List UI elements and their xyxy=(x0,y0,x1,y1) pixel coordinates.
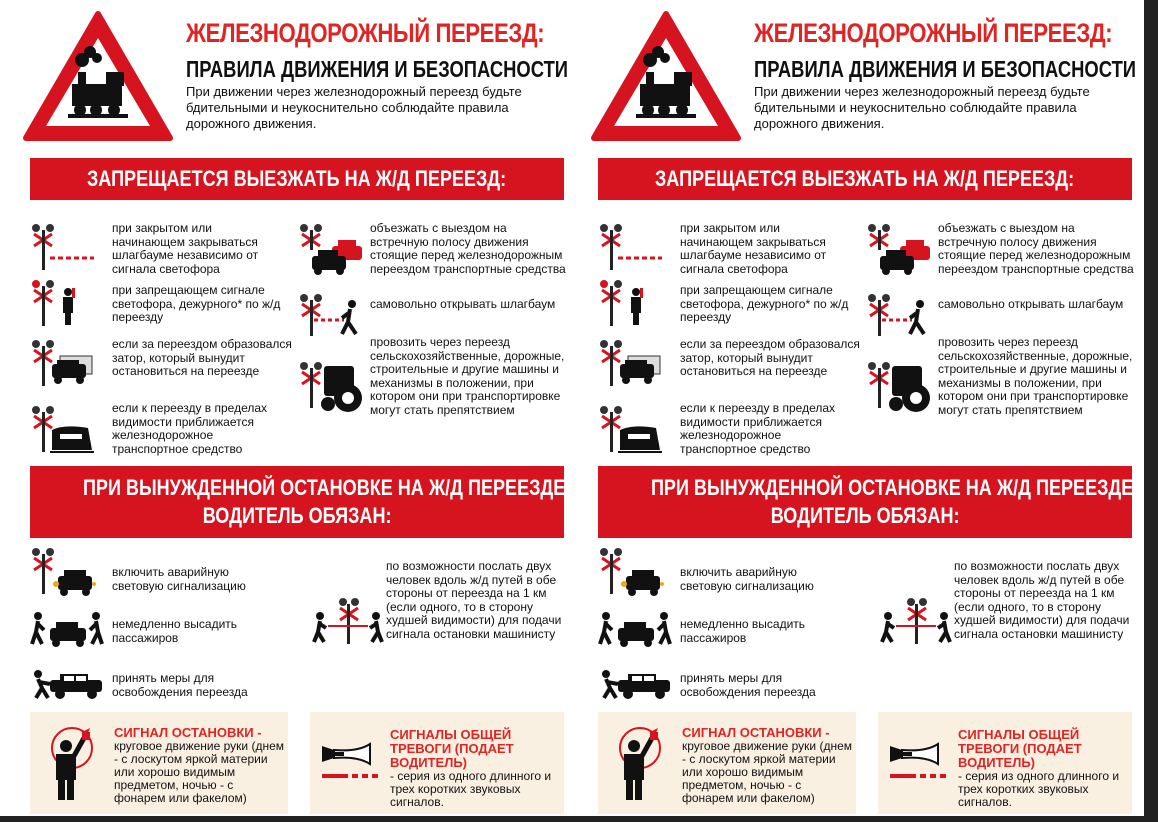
prohibited-item: если за переездом образовался затор, который вынудит остановиться на переезде xyxy=(680,337,860,378)
stop-signal-text: круговое движение руки (днем - с лоскутом яркой материи или хорошо видимым предметом, ночью - с фонарем или факелом) xyxy=(682,739,852,805)
stop-signal-title: СИГНАЛ ОСТАНОВКИ - xyxy=(682,725,830,740)
approaching-train-icon xyxy=(30,404,94,454)
page-title: ЖЕЛЕЗНОДОРОЖНЫЙ ПЕРЕЕЗД: xyxy=(186,18,545,48)
prohibited-item: при запрещающем сигнале светофора, дежурного* по ж/д переезду xyxy=(112,283,281,324)
prohibited-item: если к переезду в пределах видимости приближается железнодорожное транспортное средство xyxy=(112,401,268,456)
alarm-signal-text: - серия из одного длинного и трех коротких звуковых сигналов. xyxy=(390,769,552,809)
heavy-machinery-icon xyxy=(298,360,364,414)
traffic-jam-icon xyxy=(598,338,662,388)
signal-guard-icon xyxy=(598,278,648,326)
prohibited-item: если за переездом образовался затор, который вынудит остановиться на переезде xyxy=(112,337,292,378)
stop-signal-person-icon xyxy=(46,726,98,802)
prohibited-item: самовольно открывать шлагбаум xyxy=(938,297,1124,311)
prohibited-item: при запрещающем сигнале светофора, дежурного* по ж/д переезду xyxy=(680,283,849,324)
duty-item: принять меры для освобождения переезда xyxy=(680,671,816,699)
page-title: ЖЕЛЕЗНОДОРОЖНЫЙ ПЕРЕЕЗД: xyxy=(754,18,1113,48)
intro-text: При движении через железнодорожный переезд будьте бдительными и неукоснительно соблюдайте правила дорожного движения. xyxy=(754,84,1090,131)
alarm-signal-text: - серия из одного длинного и трех коротких звуковых сигналов. xyxy=(958,769,1120,809)
duty-item: принять меры для освобождения переезда xyxy=(112,671,248,699)
overtaking-car-icon xyxy=(298,222,364,276)
stop-signal-text: круговое движение руки (днем - с лоскутом яркой материи или хорошо видимым предметом, ночью - с фонарем или факелом) xyxy=(114,739,284,805)
poster-panel xyxy=(0,0,570,822)
prohibited-item: провозить через переезд сельскохозяйственные, дорожные, строительные и другие машины и механизмы в положении, при котором они при транспортировке могут стать препятствием xyxy=(370,335,565,417)
approaching-train-icon xyxy=(598,404,662,454)
duty-item: по возможности послать двух человек вдоль ж/д путей в обе стороны от переезда на 1 км (если одного, то в сторону худшей видимости) для подачи сигнала остановки машинисту xyxy=(954,559,1130,641)
stop-signal-person-icon xyxy=(614,726,666,802)
duty-item: немедленно высадить пассажиров xyxy=(680,617,806,645)
alarm-signal-title: СИГНАЛЫ ОБЩЕЙ ТРЕВОГИ (ПОДАЕТ ВОДИТЕЛЬ) xyxy=(958,727,1082,770)
forced-stop-heading-1: ПРИ ВЫНУЖДЕННОЙ ОСТАНОВКЕ НА Ж/Д ПЕРЕЕЗДЕ xyxy=(650,475,1134,500)
horn-icon xyxy=(886,738,958,784)
prohibited-heading: ЗАПРЕЩАЕТСЯ ВЫЕЗЖАТЬ НА Ж/Д ПЕРЕЕЗД: xyxy=(87,166,507,191)
duty-item: включить аварийную световую сигнализацию xyxy=(112,565,246,593)
alarm-signal-box xyxy=(310,712,564,814)
alarm-signal-box xyxy=(878,712,1132,814)
prohibited-item: если к переезду в пределах видимости приближается железнодорожное транспортное средство xyxy=(680,401,836,456)
passengers-exit-icon xyxy=(30,612,106,648)
hazard-lights-car-icon xyxy=(30,546,96,596)
prohibited-item: самовольно открывать шлагбаум xyxy=(370,297,556,311)
prohibited-banner xyxy=(598,158,1132,200)
overtaking-car-icon xyxy=(866,222,932,276)
passengers-exit-icon xyxy=(598,612,674,648)
person-opening-barrier-icon xyxy=(298,292,364,336)
hazard-lights-car-icon xyxy=(598,546,664,596)
two-signalmen-icon xyxy=(878,596,954,644)
two-signalmen-icon xyxy=(310,596,386,644)
page-subtitle: ПРАВИЛА ДВИЖЕНИЯ И БЕЗОПАСНОСТИ xyxy=(754,56,1137,82)
alarm-signal-title: СИГНАЛЫ ОБЩЕЙ ТРЕВОГИ (ПОДАЕТ ВОДИТЕЛЬ) xyxy=(390,727,514,770)
prohibited-item: при закрытом или начинающем закрываться шлагбауме независимо от сигнала светофора xyxy=(112,221,259,276)
horn-icon xyxy=(318,738,390,784)
heavy-machinery-icon xyxy=(866,360,932,414)
stop-signal-box xyxy=(598,712,856,814)
pushing-car-icon xyxy=(30,670,106,700)
page-subtitle: ПРАВИЛА ДВИЖЕНИЯ И БЕЗОПАСНОСТИ xyxy=(186,56,569,82)
poster-panel xyxy=(568,0,1138,822)
forced-stop-heading-2: ВОДИТЕЛЬ ОБЯЗАН: xyxy=(770,503,960,528)
stop-signal-box xyxy=(30,712,288,814)
forced-stop-banner xyxy=(598,466,1132,538)
duty-item: по возможности послать двух человек вдоль ж/д путей в обе стороны от переезда на 1 км (если одного, то в сторону худшей видимости) для подачи сигнала остановки машинисту xyxy=(386,559,562,641)
duty-item: немедленно высадить пассажиров xyxy=(112,617,238,645)
forced-stop-banner xyxy=(30,466,564,538)
intro-text: При движении через железнодорожный переезд будьте бдительными и неукоснительно соблюдайте правила дорожного движения. xyxy=(186,84,522,131)
stop-signal-title: СИГНАЛ ОСТАНОВКИ - xyxy=(114,725,262,740)
train-warning-sign-icon xyxy=(590,10,742,142)
traffic-jam-icon xyxy=(30,338,94,388)
closed-barrier-icon xyxy=(598,222,662,270)
prohibited-heading: ЗАПРЕЩАЕТСЯ ВЫЕЗЖАТЬ НА Ж/Д ПЕРЕЕЗД: xyxy=(655,166,1075,191)
closed-barrier-icon xyxy=(30,222,94,270)
pushing-car-icon xyxy=(598,670,674,700)
train-warning-sign-icon xyxy=(22,10,174,142)
prohibited-item: провозить через переезд сельскохозяйственные, дорожные, строительные и другие машины и механизмы в положении, при котором они при транспортировке могут стать препятствием xyxy=(938,335,1133,417)
forced-stop-heading-2: ВОДИТЕЛЬ ОБЯЗАН: xyxy=(202,503,392,528)
person-opening-barrier-icon xyxy=(866,292,932,336)
prohibited-item: объезжать с выездом на встречную полосу движения стоящие перед железнодорожным переездом транспортные средства xyxy=(370,221,566,276)
duty-item: включить аварийную световую сигнализацию xyxy=(680,565,814,593)
signal-guard-icon xyxy=(30,278,80,326)
prohibited-banner xyxy=(30,158,564,200)
prohibited-item: объезжать с выездом на встречную полосу движения стоящие перед железнодорожным переездом транспортные средства xyxy=(938,221,1134,276)
prohibited-item: при закрытом или начинающем закрываться шлагбауме независимо от сигнала светофора xyxy=(680,221,827,276)
forced-stop-heading-1: ПРИ ВЫНУЖДЕННОЙ ОСТАНОВКЕ НА Ж/Д ПЕРЕЕЗДЕ xyxy=(82,475,566,500)
